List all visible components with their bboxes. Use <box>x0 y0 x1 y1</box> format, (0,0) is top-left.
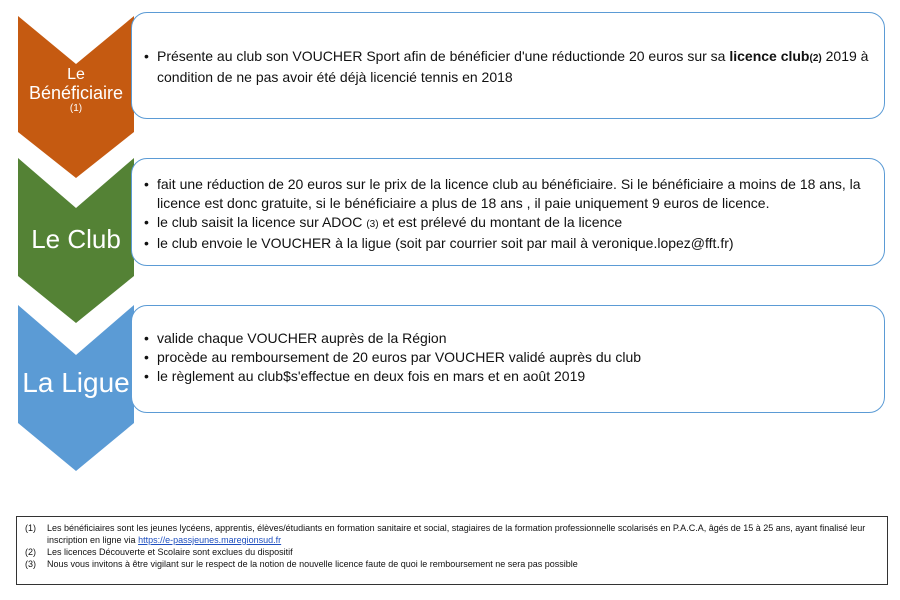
footnote-number: (1) <box>25 523 36 533</box>
chevron-club <box>18 158 134 323</box>
footnote-ref: (3) <box>366 219 379 230</box>
footnote-number: (3) <box>25 559 36 569</box>
passjeunes-link[interactable]: https://e-passjeunes.maregionsud.fr <box>138 535 282 545</box>
bullet-item <box>144 213 870 234</box>
box-ligue <box>131 305 885 413</box>
bullet-text: Présente au club son VOUCHER Sport afin de bénéficier d'une réductionde 20 euros sur sa <box>157 48 730 64</box>
stage-label-beneficiaire <box>18 66 134 114</box>
footnote-item <box>25 546 879 558</box>
chevron-beneficiaire <box>18 16 134 178</box>
bullet-item: • le règlement au club$s'effectue en deux fois en mars et en août 2019 <box>144 367 870 386</box>
stage-label-note: (1) <box>69 103 83 115</box>
box-club <box>131 158 885 266</box>
bullet-text: et est prélevé du montant de la licence <box>378 214 623 230</box>
stage-label-ligue: La Ligue <box>22 367 130 398</box>
footnote-body: Les bénéficiaires sont les jeunes lycéens, apprentis, élèves/étudiants en formation sanitaire et social, stagiaires de la formation professionnelle scolarisés en P.A.C.A, âgés de 15 à 25 ans, ayant finalisé leur inscription en ligne via <box>47 523 866 545</box>
footnote-text: Les licences Découverte et Scolaire sont exclues du dispositif <box>47 547 293 557</box>
bullet-text: le club saisit la licence sur ADOC <box>157 214 367 230</box>
footnote-item <box>25 522 879 546</box>
footnote-number: (2) <box>25 547 36 557</box>
footnote-item <box>25 558 879 570</box>
bullet-item: • valide chaque VOUCHER auprès de la Région <box>144 329 870 348</box>
stage-label-line1: Le <box>67 66 85 83</box>
footnote-text <box>47 522 879 546</box>
bullet-item: • le club envoie le VOUCHER à la ligue (soit par courrier soit par mail à veronique.lopez@fft.fr) <box>144 234 870 253</box>
bullet-text: 2019 à condition de ne pas avoir été déjà licencié tennis en 2018 <box>157 48 869 85</box>
footnotes-box <box>16 516 888 585</box>
footnote-text: Nous vous invitons à être vigilant sur le respect de la notion de nouvelle licence faute de quoi le remboursement ne sera pas possible <box>47 559 578 569</box>
bullet-item <box>144 47 870 87</box>
bullet-bold-text: licence club <box>729 48 810 64</box>
footnote-ref: (2) <box>809 53 822 64</box>
stage-label-club: Le Club <box>31 224 121 254</box>
bullet-item: • procède au remboursement de 20 euros par VOUCHER validé auprès du club <box>144 348 870 367</box>
bullet-item: • fait une réduction de 20 euros sur le prix de la licence club au bénéficiaire. Si le bénéficiaire a moins de 18 ans, la licence est donc gratuite, si le bénéficiaire a plus de 18 ans , il paie uniquement 9 euros de licence. <box>144 175 870 213</box>
box-beneficiaire <box>131 12 885 119</box>
chevron-ligue <box>18 305 134 471</box>
stage-label-line2: Bénéficiaire <box>28 82 124 103</box>
